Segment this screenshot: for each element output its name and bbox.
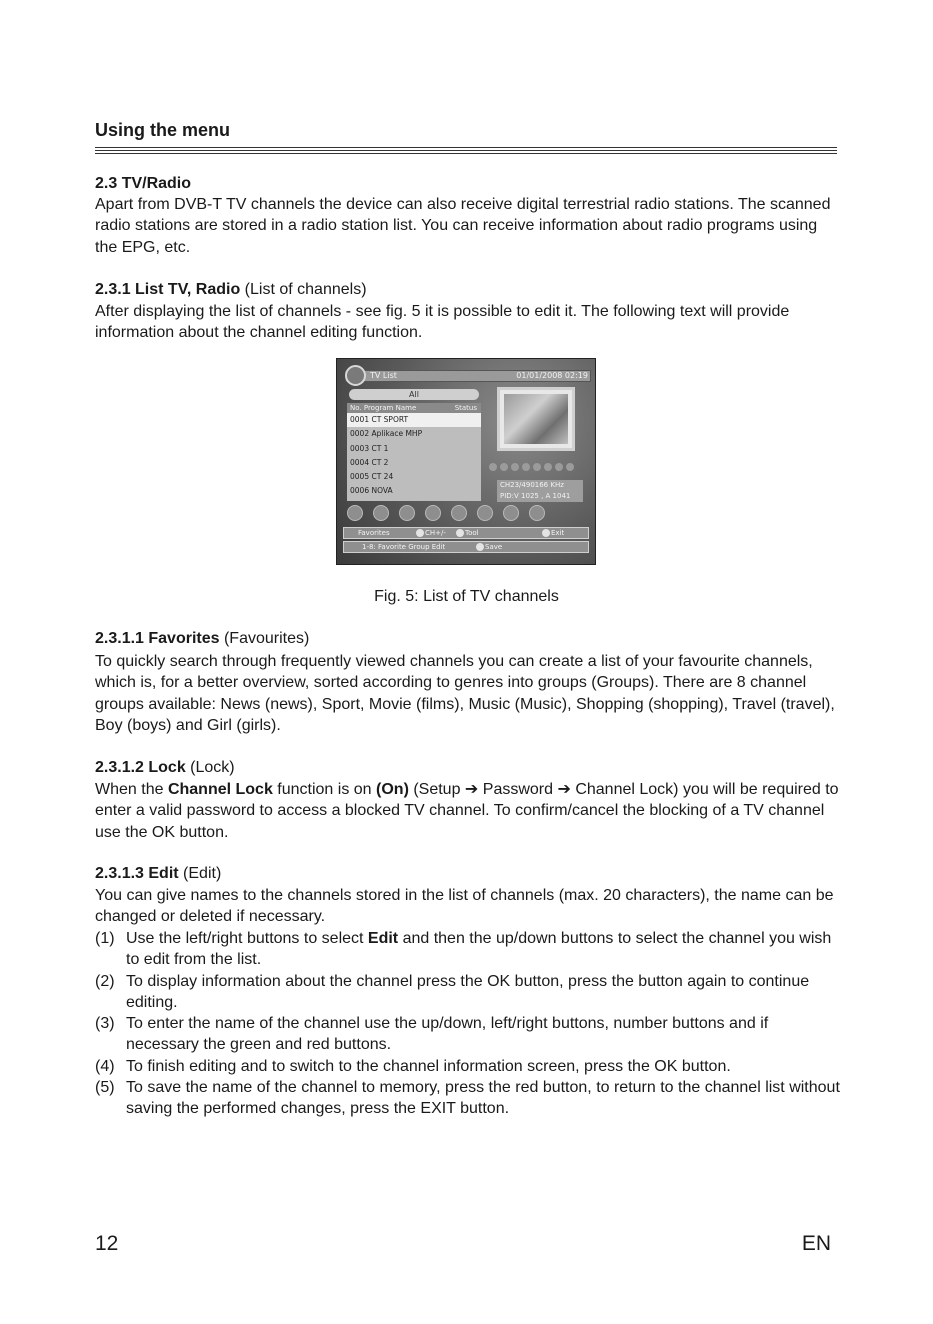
tv-col-name: No. Program Name: [350, 404, 417, 412]
exit-key-icon: [542, 529, 550, 537]
tv-list-title: TV List: [370, 371, 397, 380]
tv-channel-row: 0004 CT 2: [350, 457, 389, 467]
group-icon: [529, 505, 545, 521]
section-favorites-subtitle: (Favourites): [219, 630, 310, 647]
section-lock-heading: [95, 759, 235, 777]
group-icon: [399, 505, 415, 521]
section-2-3-1-body: After displaying the list of channels - see fig. 5 it is possible to edit it. The following text will provide information about the channel editing function.: [95, 303, 790, 342]
section-2-3-1-title: 2.3.1 List TV, Radio: [95, 281, 241, 298]
section-edit-subtitle: (Edit): [178, 865, 222, 882]
tv-group-selector: All: [349, 389, 479, 400]
list-item: (3) To enter the name of the channel use the up/down, left/right buttons, number buttons and if necessary the green and red buttons.: [95, 1015, 769, 1054]
edit-steps-list: [95, 928, 840, 1120]
group-icon: [503, 505, 519, 521]
tv-pid: PID:V 1025 , A 1041: [500, 492, 571, 500]
group-icon: [347, 505, 363, 521]
left-right-key-icon: [456, 529, 464, 537]
up-down-key-icon: [416, 529, 424, 537]
tv-list-figure: [336, 358, 596, 565]
tv-channel-row: 0003 CT 1: [350, 443, 389, 453]
figure-caption: Fig. 5: List of TV channels: [374, 588, 559, 605]
list-item: (5) To save the name of the channel to memory, press the red button, to return to the channel list without saving the performed changes, press the EXIT button.: [95, 1079, 840, 1118]
status-dot-icon: [544, 463, 552, 471]
header-rule-3: [95, 153, 837, 154]
tv-help-bar-2: [343, 541, 589, 553]
section-2-3-body: Apart from DVB-T TV channels the device can also receive digital terrestrial radio stations. The scanned radio stations are stored in a radio station list. You can receive information about radio programs using the EPG, etc.: [95, 196, 831, 256]
section-2-3-1-subtitle: (List of channels): [240, 281, 367, 298]
status-dot-icon: [500, 463, 508, 471]
tv-exit-label: Exit: [542, 528, 551, 538]
list-item: (2) To display information about the channel press the OK button, press the button again to continue editing.: [95, 972, 810, 1011]
status-dot-icon: [566, 463, 574, 471]
language-code: EN: [801, 1232, 831, 1255]
section-2-3-1-heading: [95, 281, 367, 299]
section-favorites-heading: [95, 630, 309, 648]
tv-preview-image: [504, 394, 568, 444]
section-edit-heading: [95, 865, 221, 883]
tv-group-icons: [347, 505, 545, 521]
tv-favorites-label: Favorites: [358, 529, 390, 537]
section-lock-body: When the Channel Lock function is on (On) (Setup ➔ Password ➔ Channel Lock) you will be required to enter a valid password to access a blocked TV channel. To confirm/cancel the blocking of a TV channel use the OK button.: [95, 781, 839, 841]
section-lock-subtitle: (Lock): [185, 759, 235, 776]
list-item: (1) Use the left/right buttons to select Edit and then the up/down buttons to select the channel you wish to edit from the list.: [95, 930, 832, 969]
ok-key-icon: [476, 543, 484, 551]
tv-preview-window: [497, 387, 575, 451]
section-edit-body: You can give names to the channels stored in the list of channels (max. 20 characters), the name can be changed or deleted if necessary.: [95, 887, 834, 926]
group-icon: [373, 505, 389, 521]
tv-top-bar: [345, 370, 591, 382]
section-edit-title: 2.3.1.3 Edit: [95, 865, 179, 882]
header-rule-2: [95, 150, 837, 151]
tv-channel-info: [497, 480, 583, 502]
group-icon: [425, 505, 441, 521]
tv-datetime: 01/01/2008 02:19: [516, 371, 588, 380]
status-dot-icon: [511, 463, 519, 471]
status-dot-icon: [533, 463, 541, 471]
tv-ch-label: CH+/-: [416, 528, 425, 538]
tv-status-dots: [489, 463, 574, 471]
section-favorites-body: To quickly search through frequently viewed channels you can create a list of your favourite channels, which is, for a better overview, sorted according to genres into groups (Groups). There are 8 channel groups available: News (news), Sport, Movie (films), Music (Music), Shopping (shopping), Travel (travel), Boy (boys) and Girl (girls).: [95, 653, 835, 734]
tv-group-edit-label: 1-8: Favorite Group Edit: [362, 543, 446, 551]
tv-list-header: [347, 403, 481, 413]
tv-channel-row: 0002 Aplikace MHP: [350, 429, 423, 439]
tv-channel-row: 0001 CT SPORT: [347, 413, 481, 427]
header-rule: [95, 147, 837, 148]
page-header-title: Using the menu: [95, 120, 231, 140]
tv-channel-row: 0006 NOVA: [350, 486, 393, 496]
tv-channel-list: [347, 403, 481, 501]
status-dot-icon: [522, 463, 530, 471]
tv-frequency: CH23/490166 KHz: [500, 481, 564, 489]
tv-col-status: Status: [454, 404, 477, 412]
status-dot-icon: [555, 463, 563, 471]
tv-channel-row: 0005 CT 24: [350, 472, 394, 482]
tv-tool-label: Tool: [456, 528, 465, 538]
tv-logo-icon: [345, 365, 366, 386]
section-lock-title: 2.3.1.2 Lock: [95, 759, 186, 776]
page-number: 12: [95, 1232, 119, 1255]
tv-save-label: Save: [476, 542, 485, 552]
tv-help-bar-1: [343, 527, 589, 539]
section-favorites-title: 2.3.1.1 Favorites: [95, 630, 220, 647]
section-2-3-title: 2.3 TV/Radio: [95, 175, 192, 192]
status-dot-icon: [489, 463, 497, 471]
group-icon: [477, 505, 493, 521]
list-item: (4) To finish editing and to switch to the channel information screen, press the OK button.: [95, 1057, 731, 1075]
group-icon: [451, 505, 467, 521]
